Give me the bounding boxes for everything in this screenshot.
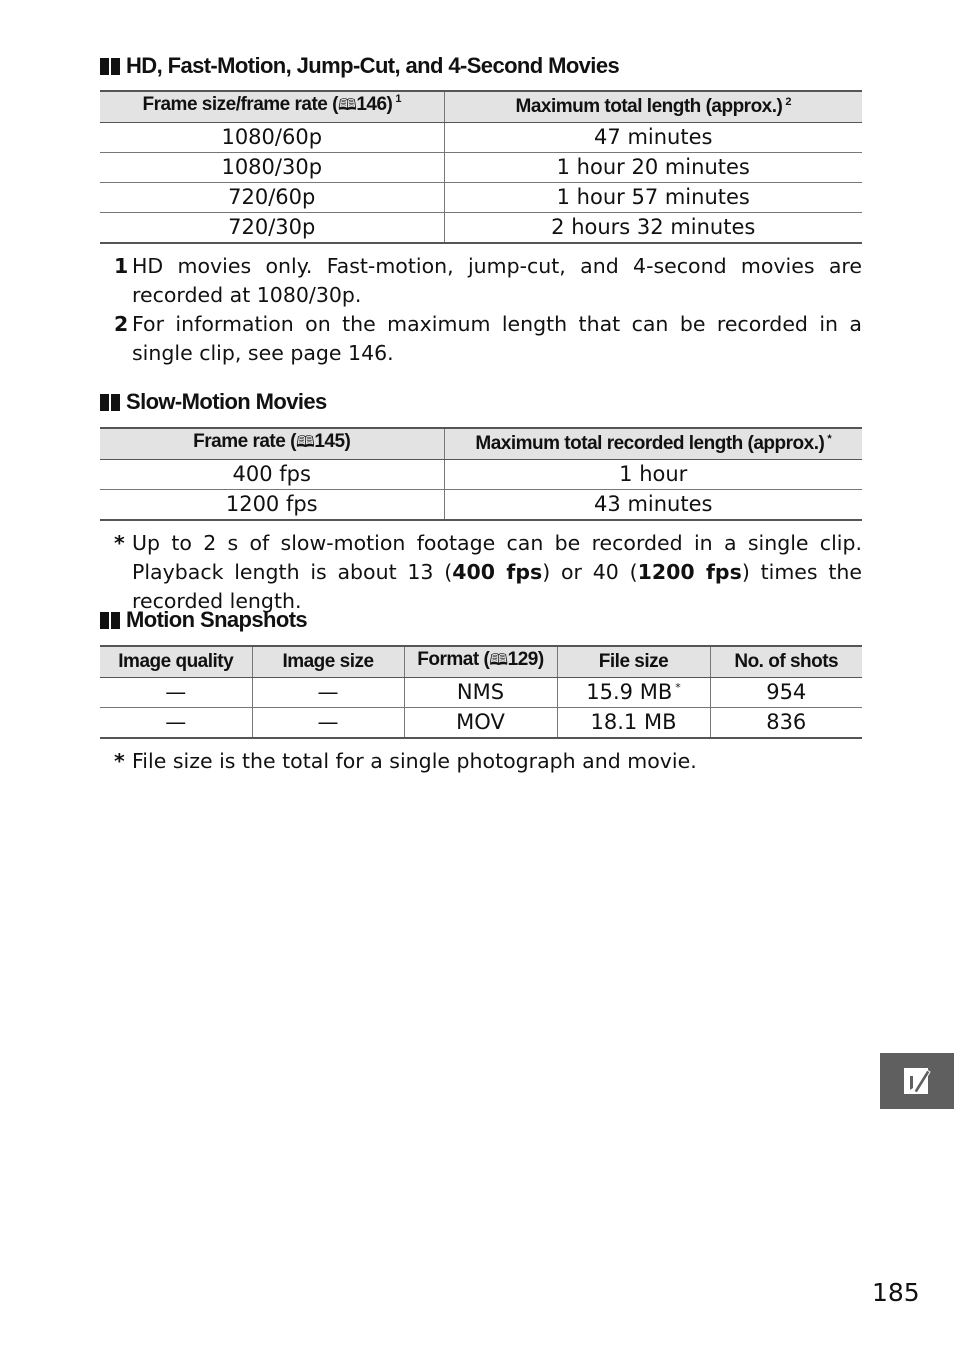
header-max-recorded-length — [444, 428, 862, 460]
square-bullet-icon — [100, 394, 109, 411]
section-hd-movies — [100, 51, 862, 368]
footnote-ref: * — [827, 432, 832, 445]
table-cell — [557, 678, 710, 708]
section-heading — [100, 387, 862, 417]
table-cell: MOV — [404, 708, 557, 739]
footnote — [100, 310, 862, 368]
table-cell: 1 hour 57 minutes — [444, 183, 862, 213]
section-heading — [100, 51, 862, 81]
square-bullet-icon — [111, 612, 120, 629]
footnote-text — [132, 529, 862, 616]
footnote — [100, 529, 862, 616]
header-max-length — [444, 91, 862, 123]
table-row — [100, 460, 862, 490]
footnote-mark-text: * — [114, 531, 125, 555]
table-row — [100, 153, 862, 183]
header-no-of-shots: No. of shots — [710, 646, 862, 678]
header-text: Format ( — [417, 648, 490, 670]
square-bullet-icon — [100, 58, 109, 75]
section-title: Motion Snapshots — [126, 607, 308, 632]
table-cell: 43 minutes — [444, 490, 862, 521]
square-bullet-icon — [111, 58, 120, 75]
header-image-size: Image size — [252, 646, 404, 678]
header-ref: 145) — [314, 430, 351, 452]
section-heading — [100, 605, 862, 635]
section-title: Slow-Motion Movies — [126, 389, 327, 414]
footnote-mark — [100, 529, 132, 616]
footnote-mark — [100, 747, 132, 776]
footnote-mark-text: 2 — [114, 312, 129, 336]
footnote-ref: * — [675, 681, 681, 694]
section-title: HD, Fast-Motion, Jump-Cut, and 4-Second Movies — [126, 53, 620, 78]
table-cell: 18.1 MB — [557, 708, 710, 739]
pencil-note-icon — [900, 1064, 934, 1098]
motion-snapshots-table — [100, 645, 862, 739]
footnote-mark-text: 1 — [114, 254, 129, 278]
table-row — [100, 213, 862, 244]
footnotes — [100, 529, 862, 616]
table-cell: 400 fps — [100, 460, 444, 490]
table-header-row — [100, 91, 862, 123]
table-cell: 2 hours 32 minutes — [444, 213, 862, 244]
section-slow-motion — [100, 387, 862, 616]
table-cell: — — [100, 708, 252, 739]
table-cell: 47 minutes — [444, 123, 862, 153]
book-icon: 🕮 — [337, 96, 357, 114]
header-ref: 146) — [356, 93, 393, 115]
header-text: Frame rate ( — [193, 430, 296, 452]
text-bold: 1200 fps — [637, 560, 742, 584]
table-cell: — — [252, 678, 404, 708]
footnote — [100, 252, 862, 310]
table-cell: 954 — [710, 678, 862, 708]
table-header-row — [100, 428, 862, 460]
table-cell: 720/60p — [100, 183, 444, 213]
text-part: ) times the recorded length. — [132, 560, 862, 613]
section-motion-snapshots — [100, 605, 862, 776]
header-text: Maximum total recorded length (approx.) — [475, 433, 825, 454]
footnote-text: For information on the maximum length that can be recorded in a single clip, see page 146. — [132, 312, 862, 365]
text-part: ) or 40 ( — [542, 560, 638, 584]
header-text: Maximum total length (approx.) — [515, 96, 783, 117]
footnotes — [100, 252, 862, 368]
header-text: Frame size/frame rate ( — [142, 93, 338, 115]
header-frame-size — [100, 91, 444, 123]
table-cell: 1080/30p — [100, 153, 444, 183]
table-cell: 1 hour 20 minutes — [444, 153, 862, 183]
table-cell: 1 hour — [444, 460, 862, 490]
header-frame-rate — [100, 428, 444, 460]
table-cell: 1200 fps — [100, 490, 444, 521]
header-file-size: File size — [557, 646, 710, 678]
book-icon: 🕮 — [295, 433, 315, 451]
footnote-text: File size is the total for a single photograph and movie. — [132, 749, 697, 773]
table-cell: 1080/60p — [100, 123, 444, 153]
header-format — [404, 646, 557, 678]
table-cell: 720/30p — [100, 213, 444, 244]
cell-text: 15.9 MB — [586, 680, 673, 704]
footnote-ref: 1 — [395, 93, 402, 106]
footnotes — [100, 747, 862, 776]
table-row — [100, 183, 862, 213]
footnote-text: HD movies only. Fast-motion, jump-cut, and 4-second movies are recorded at 1080/30p. — [132, 254, 862, 307]
header-ref: 129) — [507, 648, 544, 670]
table-row — [100, 708, 862, 739]
footnote-mark — [100, 252, 132, 310]
slow-motion-table — [100, 427, 862, 521]
table-row — [100, 123, 862, 153]
table-row — [100, 678, 862, 708]
table-cell: — — [252, 708, 404, 739]
table-header-row — [100, 646, 862, 678]
page-number: 185 — [872, 1278, 920, 1307]
table-row — [100, 490, 862, 521]
footnote — [100, 747, 862, 776]
square-bullet-icon — [111, 394, 120, 411]
footnote-ref: 2 — [785, 95, 791, 108]
header-image-quality: Image quality — [100, 646, 252, 678]
chapter-tab — [880, 1053, 954, 1109]
table-cell: — — [100, 678, 252, 708]
book-icon: 🕮 — [489, 651, 508, 669]
text-bold: 400 fps — [452, 560, 543, 584]
table-cell: 836 — [710, 708, 862, 739]
footnote-mark — [100, 310, 132, 368]
table-cell: NMS — [404, 678, 557, 708]
text-part: Up to 2 s of slow-motion footage can be recorded in a single clip. Playback length is about 13 ( — [132, 531, 862, 584]
hd-movies-table — [100, 90, 862, 244]
square-bullet-icon — [100, 612, 109, 629]
footnote-mark-text: * — [114, 749, 125, 773]
